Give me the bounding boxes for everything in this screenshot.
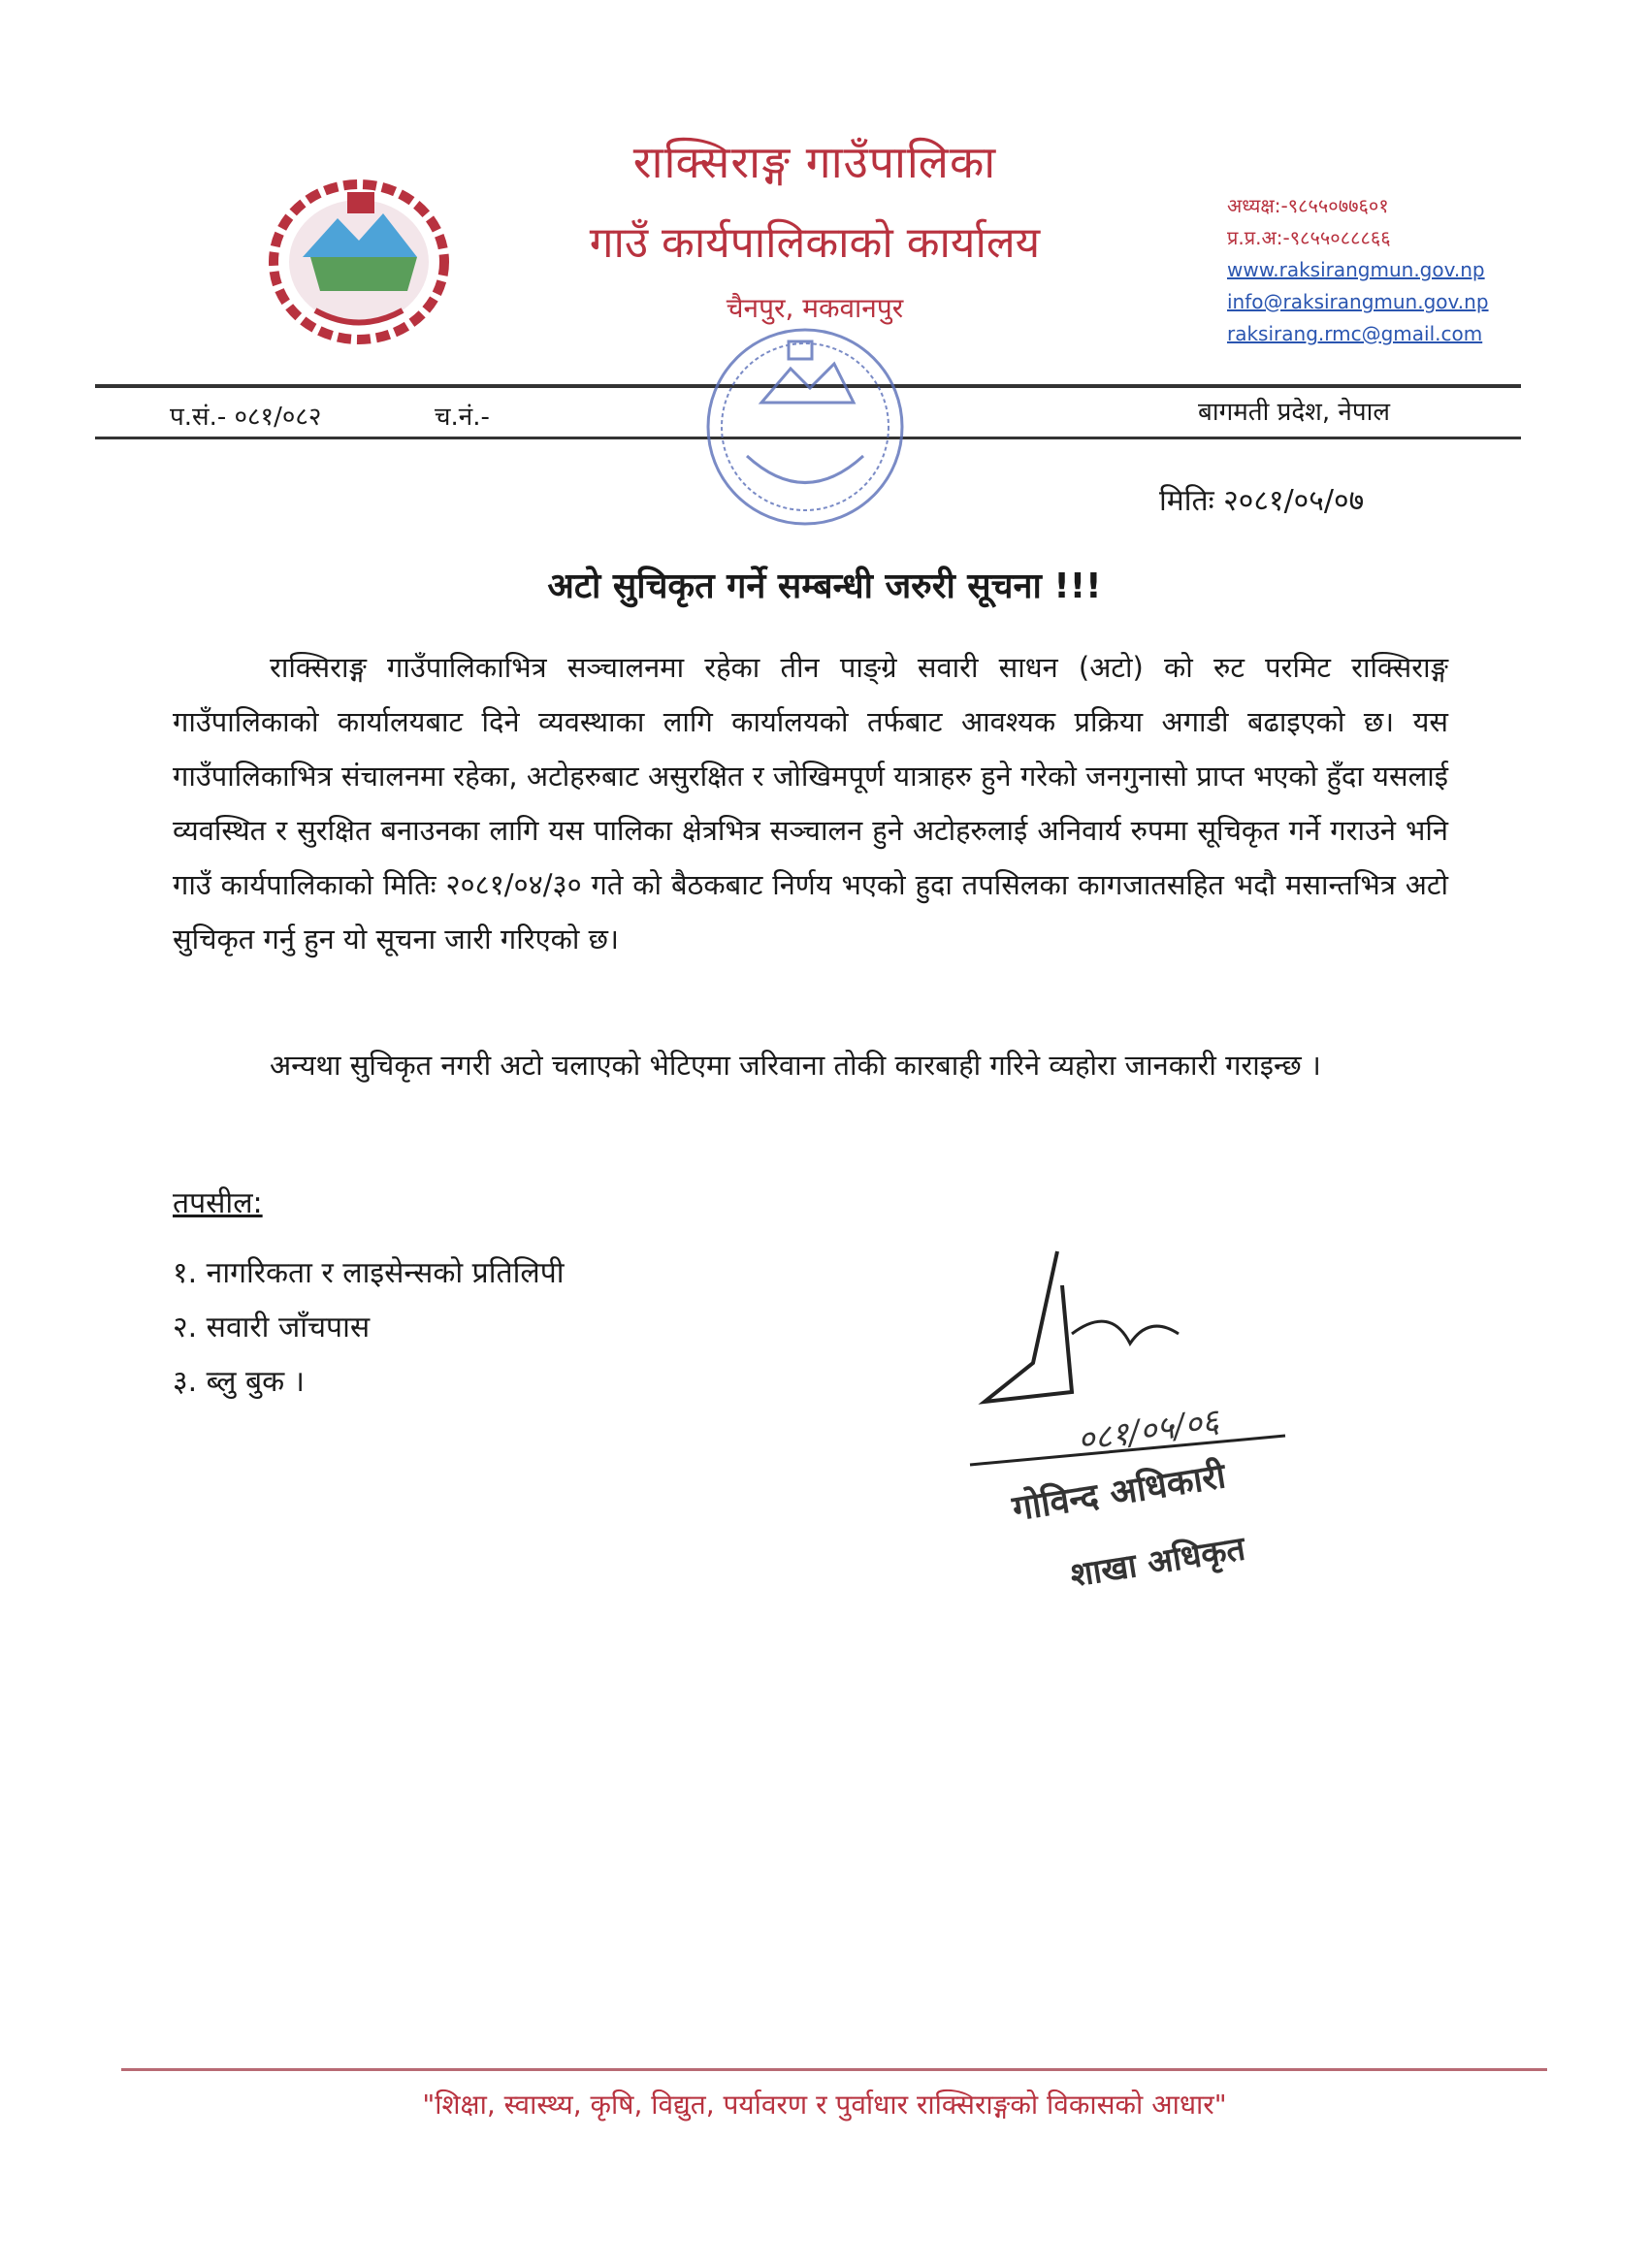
org-name: राक्सिराङ्ग गाउँपालिका xyxy=(632,136,997,188)
signature-date: ०८१/०५/०६ xyxy=(1075,1401,1222,1460)
attachments-heading: तपसील: xyxy=(173,1186,263,1220)
footer-motto: "शिक्षा, स्वास्थ्य, कृषि, विद्युत, पर्यावरण र पुर्वाधार राक्सिराङ्गको विकासको आधार" xyxy=(422,2089,1227,2121)
office-address: चैनपुर, मकवानपुर xyxy=(726,292,904,324)
office-name: गाउँ कार्यपालिकाको कार्यालय xyxy=(589,218,1041,268)
chair-phone: अध्यक्ष:-९८५५०७७६०१ xyxy=(1227,194,1389,217)
signer-name: गोविन्द अधिकारी xyxy=(1009,1456,1229,1530)
province-label: बागमती प्रदेश, नेपाल xyxy=(1198,398,1390,427)
notice-subject: अटो सुचिकृत गर्ने सम्बन्धी जरुरी सूचना !!! xyxy=(547,567,1102,606)
list-item: २. सवारी जाँचपास xyxy=(173,1311,371,1345)
official-email-link[interactable]: info@raksirangmun.gov.np xyxy=(1227,290,1489,313)
signer-title: शाखा अधिकृत xyxy=(1067,1529,1248,1596)
body-paragraph-1: राक्सिराङ्ग गाउँपालिकाभित्र सञ्चालनमा रहेका तीन पाङ्ग्रे सवारी साधन (अटो) को रुट परमिट राक्सिराङ्ग गाउँपालिकाको कार्यालयबाट दिने व्यवस्थाका लागि कार्यालयको तर्फबाट आवश्यक प्रक्रिया अगाडी बढाइएको छ। यस गाउँपालिकाभित्र संचालनमा रहेका, अटोहरुबाट असुरक्षित र जोखिमपूर्ण यात्राहरु हुने गरेको जनगुनासो प्राप्त भएको हुँदा यसलाई व्यवस्थित र सुरक्षित बनाउनका लागि यस पालिका क्षेत्रभित्र सञ्चालन हुने अटोहरुलाई अनिवार्य रुपमा सूचिकृत गर्ने गराउने भनि गाउँ कार्यपालिकाको मितिः २०८१/०४/३० गते को बैठकबाट निर्णय भएको हुदा तपसिलका कागजातसहित भदौ मसान्तभित्र अटो सुचिकृत गर्नु हुन यो सूचना जारी गरिएको छ। xyxy=(173,651,1448,956)
nepal-emblem-icon xyxy=(262,165,456,349)
list-item: ३. ब्लु बुक । xyxy=(173,1365,306,1399)
contact-block xyxy=(1227,190,1518,350)
attachments-list xyxy=(173,1251,565,1414)
cao-phone: प्र.प्र.अ:-९८५५०८८८६६ xyxy=(1227,226,1391,249)
reference-number: प.सं.- ०८१/०८२ xyxy=(170,403,322,432)
dispatch-number: च.नं.- xyxy=(435,403,490,432)
alt-email-link[interactable]: raksirang.rmc@gmail.com xyxy=(1227,322,1483,345)
handwritten-signature xyxy=(965,1247,1314,1499)
office-seal-stamp xyxy=(694,310,917,543)
body-paragraph-2: अन्यथा सुचिकृत नगरी अटो चलाएको भेटिएमा जरिवाना तोकी कारबाही गरिने व्यहोरा जानकारी गराइन्छ । xyxy=(270,1049,1321,1082)
notice-date: मितिः २०८१/०५/०७ xyxy=(1159,484,1365,518)
website-link[interactable]: www.raksirangmun.gov.np xyxy=(1227,258,1485,281)
list-item: १. नागरिकता र लाइसेन्सको प्रतिलिपी xyxy=(173,1256,565,1290)
footer-divider xyxy=(121,2068,1547,2071)
